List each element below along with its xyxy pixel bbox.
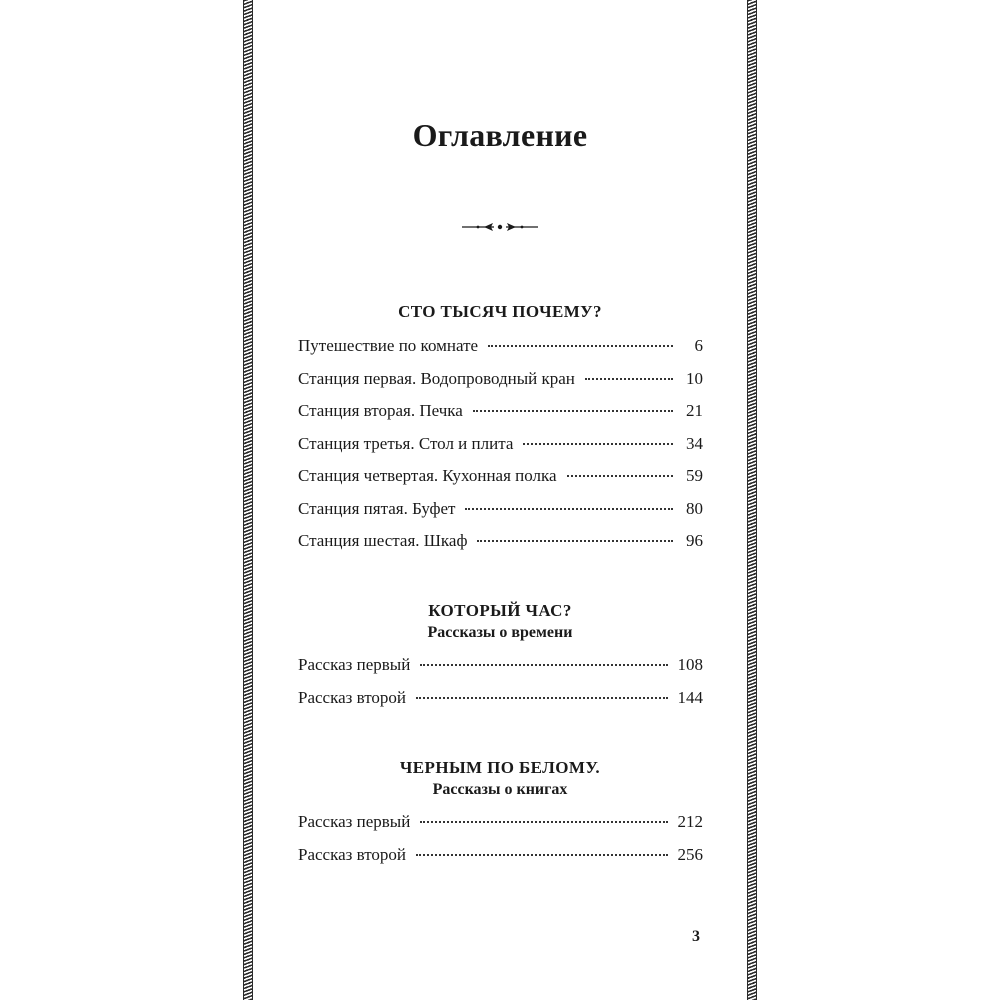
- section-heading: ЧЕРНЫМ ПО БЕЛОМУ.: [399, 758, 601, 777]
- toc-entry-title: Путешествие по комнате: [298, 336, 479, 355]
- section-1: [255, 301, 745, 323]
- toc-entry-page: 96: [686, 531, 703, 550]
- toc-entry-title: Рассказ первый: [298, 655, 411, 674]
- dot-leader: [465, 508, 673, 510]
- toc-entry[interactable]: [298, 845, 703, 878]
- toc-entry[interactable]: [298, 466, 703, 499]
- toc-entry[interactable]: [298, 336, 703, 369]
- toc-entry-title: Станция пятая. Буфет: [298, 498, 456, 518]
- section-subheading: Рассказы о времени: [427, 624, 573, 641]
- toc-entry-title: Станция шестая. Шкаф: [298, 531, 468, 550]
- section-2: [255, 600, 745, 644]
- toc-entry-page: 212: [677, 812, 703, 831]
- toc-entry-page: 80: [686, 498, 703, 518]
- dot-leader: [477, 540, 673, 542]
- toc-list-2: [298, 655, 703, 720]
- dot-leader: [416, 697, 667, 699]
- dot-leader: [488, 345, 673, 347]
- toc-entry[interactable]: [298, 369, 703, 402]
- toc-list-3: [298, 812, 703, 877]
- toc-page: [255, 0, 745, 1000]
- dot-leader: [585, 378, 673, 380]
- toc-entry[interactable]: [298, 655, 703, 688]
- page-title: Оглавление: [412, 117, 588, 153]
- dot-leader: [420, 821, 667, 823]
- toc-entry-title: Рассказ второй: [298, 844, 407, 864]
- toc-entry-page: 21: [686, 401, 703, 420]
- toc-entry[interactable]: [298, 812, 703, 845]
- section-heading: СТО ТЫСЯЧ ПОЧЕМУ?: [398, 302, 602, 321]
- dot-leader: [416, 854, 667, 856]
- toc-entry[interactable]: [298, 401, 703, 434]
- section-3: [255, 757, 745, 801]
- toc-entry-title: Станция вторая. Печка: [298, 401, 463, 420]
- toc-entry-title: Рассказ первый: [298, 812, 411, 831]
- section-subheading: Рассказы о книгах: [432, 781, 568, 798]
- dot-leader: [567, 475, 673, 477]
- toc-entry-page: 108: [677, 655, 703, 674]
- toc-entry[interactable]: [298, 688, 703, 721]
- toc-entry-title: Рассказ второй: [298, 687, 407, 707]
- dot-leader: [523, 443, 673, 445]
- toc-entry-page: 59: [686, 466, 703, 485]
- dot-leader: [473, 410, 673, 412]
- section-heading: КОТОРЫЙ ЧАС?: [428, 601, 572, 620]
- toc-entry[interactable]: [298, 531, 703, 564]
- toc-entry[interactable]: [298, 499, 703, 532]
- toc-entry-title: Станция четвертая. Кухонная полка: [298, 466, 557, 485]
- page-number: 3: [692, 928, 700, 945]
- toc-entry-title: Станция третья. Стол и плита: [298, 433, 514, 453]
- toc-entry-page: 34: [686, 433, 703, 453]
- toc-entry-page: 6: [694, 336, 703, 355]
- right-decorative-border: [747, 0, 757, 1000]
- toc-entry-page: 144: [677, 687, 703, 707]
- toc-entry-page: 256: [677, 844, 703, 864]
- toc-list-1: [298, 336, 703, 564]
- toc-entry-title: Станция первая. Водопроводный кран: [298, 368, 575, 388]
- toc-entry-page: 10: [686, 368, 703, 388]
- left-decorative-border: [243, 0, 253, 1000]
- fleuron-divider-icon: [460, 217, 540, 237]
- dot-leader: [420, 664, 667, 666]
- toc-entry[interactable]: [298, 434, 703, 467]
